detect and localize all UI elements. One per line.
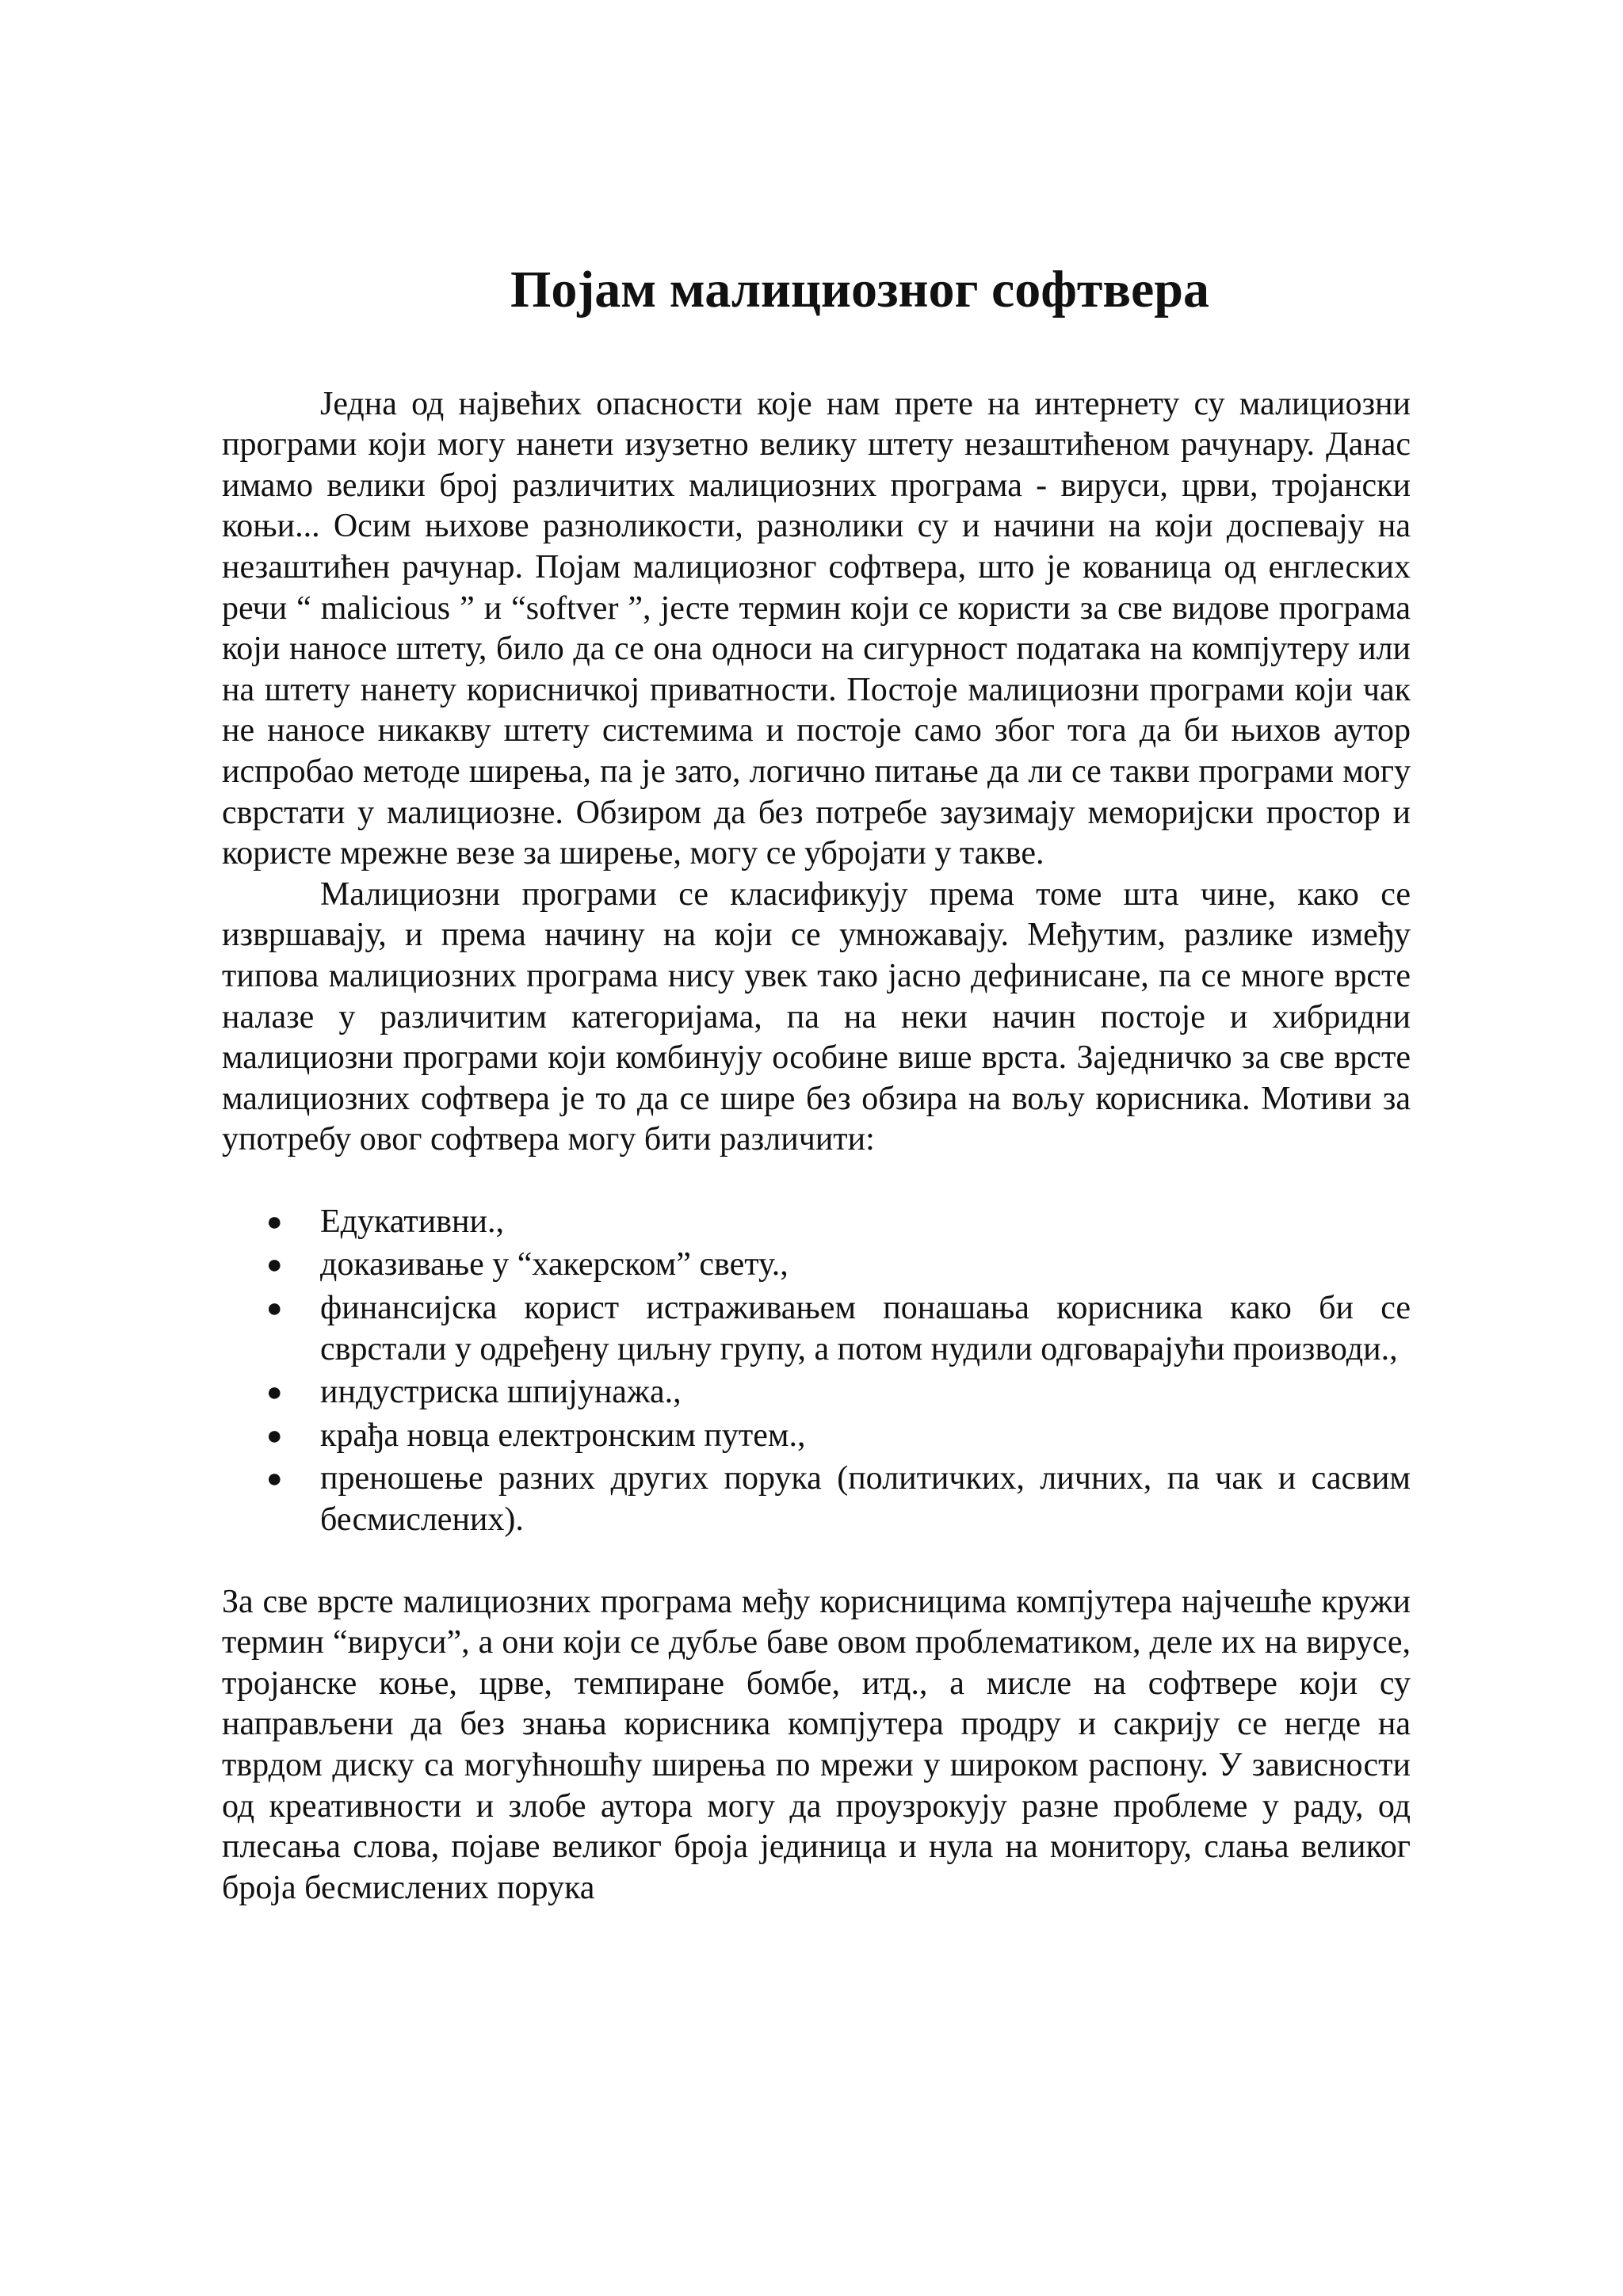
list-item	[222, 1288, 1411, 1370]
bullet-icon: ●	[266, 1421, 283, 1451]
bullet-icon: ●	[266, 1250, 283, 1280]
list-item	[222, 1245, 1411, 1286]
list-item	[222, 1372, 1411, 1413]
bullet-icon: ●	[266, 1464, 283, 1494]
list-item-text: крађа новца електронским путем.,	[320, 1417, 806, 1454]
list-item-text: индустриска шпијунажа.,	[320, 1374, 682, 1411]
list-item-text: финансијска корист истраживањем понашања корисника како би се сврстали у одређену циљну групу, а потом нудили одговарајући производи.,	[320, 1290, 1411, 1367]
list-item-text: Едукативни.,	[320, 1203, 504, 1240]
bullet-icon: ●	[266, 1378, 283, 1408]
list-item	[222, 1459, 1411, 1540]
document-page	[222, 261, 1411, 1909]
motives-list	[222, 1202, 1411, 1541]
bullet-icon: ●	[266, 1294, 283, 1324]
paragraph-viruses: За све врсте малициозних програма међу корисницима компјутера најчешће кружи термин “вируси”, а они који се дубље баве овом проблематиком, деле их на вирусе, тројанске коње, црве, темпиране бомбе, итд., а мисле на софтвере који су направљени да без знања корисника компјутера продру и сакрију се негде на тврдом диску са могућношћу ширења по мрежи у широком распону. У зависности од креативности и злобе аутора могу да проузрокују разне проблеме у раду, од плесања слова, појаве великог броја јединица и нула на монитору, слања великог броја бесмислених порука	[222, 1583, 1411, 1906]
list-item-text: доказивање у “хакерском” свету.,	[320, 1246, 789, 1283]
paragraph-classification: Малициозни програми се класификују према томе шта чине, како се извршавају, и према начину на који се умножавају. Међутим, разлике између типова малициозних програма нису увек тако јасно дефинисане, па се многе врсте налазе у различитим категоријама, па на неки начин постоје и хибридни малициозни програми који комбинују особине више врста. Заједничко за све врсте малициозних софтвера је то да се шире без обзира на вољу корисника. Мотиви за употребу овог софтвера могу бити различити:	[222, 875, 1411, 1158]
list-item	[222, 1202, 1411, 1243]
list-item-text: преношење разних других порука (политичких, личних, па чак и сасвим бесмислених).	[320, 1460, 1411, 1539]
list-item	[222, 1416, 1411, 1457]
bullet-icon: ●	[266, 1207, 283, 1237]
page-title: Појам малициозног софтвера	[510, 261, 1209, 318]
paragraph-intro: Једна од највећих опасности које нам прете на интернету су малициозни програми који могу нанети изузетно велику штету незаштићеном рачунару. Данас имамо велики број различитих малициозних програма - вируси, црви, тројански коњи... Осим њихове разноликости, разнолики су и начини на који доспевају на незаштићен рачунар. Појам малициозног софтвера, што је кованица од енглеских речи “ malicious ” и “softver ”, јесте термин који се користи за све видове програма који наносе штету, било да се она односи на сигурност података на компјутеру или на штету нанету корисничкој приватности. Постоје малициозни програми који чак не наносе никакву штету системима и постоје само због тога да би њихов аутор испробао методе ширења, па је зато, логично питање да ли се такви програми могу сврстати у малициозне. Обзиром да без потребе заузимају меморијски простор и користе мрежне везе за ширење, могу се убројати у такве.	[222, 385, 1411, 872]
